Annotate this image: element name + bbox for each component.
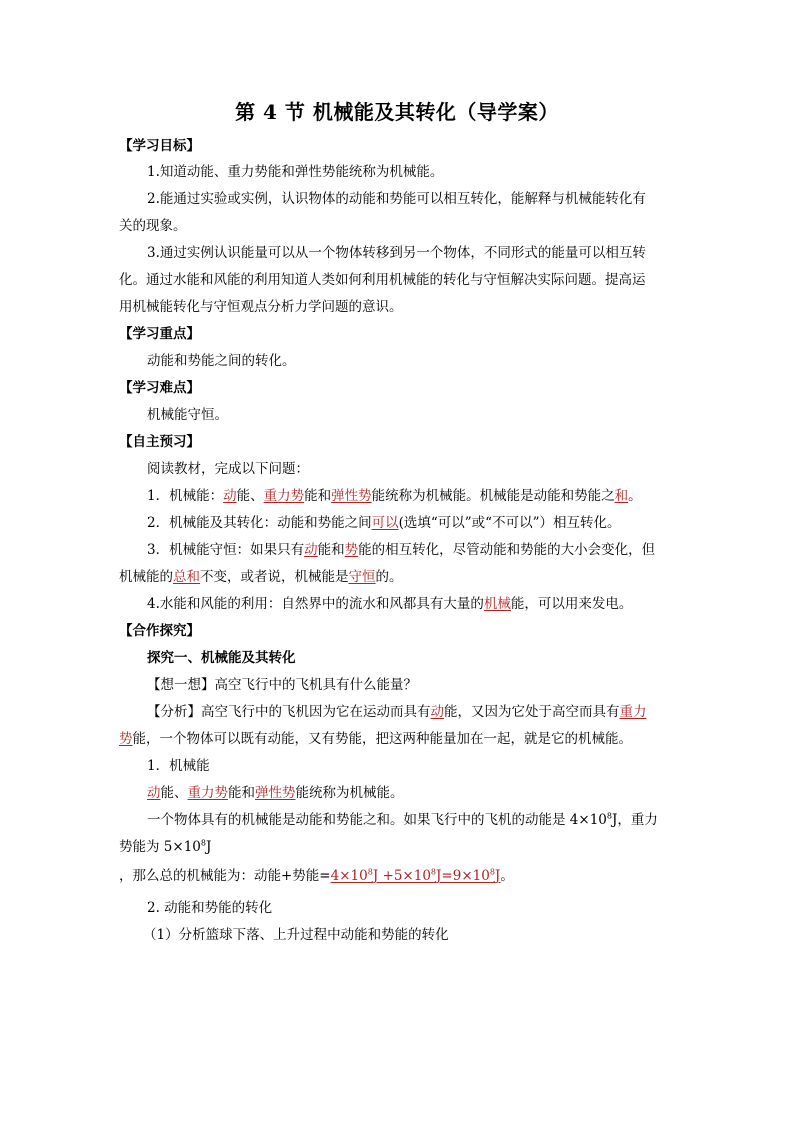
answer-blank: 势 <box>119 731 133 747</box>
heading-key-points: 【学习重点】 <box>119 326 200 342</box>
answer-blank: 弹性势 <box>331 488 372 504</box>
inquiry-1-title: 探究一、机械能及其转化 <box>147 650 296 666</box>
goal-2-line-2: 关的现象。 <box>119 218 187 234</box>
answer-blank: 动 <box>430 704 444 720</box>
answer-blank: 动 <box>223 488 237 504</box>
item-mechanical-energy: 1．机械能 <box>147 758 210 774</box>
answer-blank: 守恒 <box>348 569 376 585</box>
item-energy-conversion: 2. 动能和势能的转化 <box>147 900 273 916</box>
example-line-2: 势能为 $5\times 10^8J$ <box>119 838 212 855</box>
analysis-line-1: 【分析】高空飞行中的飞机因为它在运动而具有动能，又因为它处于高空而具有重力 <box>147 704 647 720</box>
answer-blank: 弹性势 <box>255 785 296 801</box>
preview-question-1: 1．机械能：动能、重力势能和弹性势能统称为机械能。机械能是动能和势能之和。 <box>147 488 642 504</box>
heading-learning-goals: 【学习目标】 <box>119 138 200 154</box>
heading-cooperative-inquiry: 【合作探究】 <box>119 623 200 639</box>
answer-blank: 势 <box>344 542 359 558</box>
heading-difficulties: 【学习难点】 <box>119 380 200 396</box>
example-line-3: ，那么总的机械能为：动能+势能$=4\times 10^8J +5\times 10^8J=9\times 10^8J$。 <box>119 867 514 884</box>
difficulties-text: 机械能守恒。 <box>147 407 228 423</box>
think-prompt: 【想一想】高空飞行中的飞机具有什么能量？ <box>147 677 417 693</box>
preview-question-3-line-1: 3．机械能守恒：如果只有动能和势能的相互转化，尽管动能和势能的大小会变化，但 <box>147 542 656 558</box>
answer-blank: 机械 <box>483 596 511 612</box>
goal-1: 1.知道动能、重力势能和弹性势能统称为机械能。 <box>147 164 444 180</box>
goal-3-line-1: 3.通过实例认识能量可以从一个物体转移到另一个物体，不同形式的能量可以相互转 <box>147 245 646 261</box>
answer-blank: 总和 <box>173 569 200 585</box>
answer-blank: 重力 <box>619 704 647 720</box>
preview-question-4: 4.水能和风能的利用：自然界中的流水和风都具有大量的机械能，可以用来发电。 <box>147 596 633 612</box>
key-points-text: 动能和势能之间的转化。 <box>147 353 296 369</box>
answer-blank: 重力势 <box>187 785 228 801</box>
item-basketball-analysis: （1）分析篮球下落、上升过程中动能和势能的转化 <box>143 927 449 943</box>
preview-question-2: 2．机械能及其转化：动能和势能之间可以(选填“可以”或“不可以”）相互转化。 <box>147 515 621 531</box>
preview-intro: 阅读教材，完成以下问题： <box>147 461 309 477</box>
page-title: 第 4 节 机械能及其转化（导学案） <box>235 100 559 124</box>
answer-blank: 动 <box>304 542 318 558</box>
goal-2-line-1: 2.能通过实验或实例，认识物体的动能和势能可以相互转化，能解释与机械能转化有 <box>147 191 646 207</box>
answer-blank: 可以 <box>371 515 399 531</box>
goal-3-line-2: 化。通过水能和风能的利用知道人类如何利用机械能的转化与守恒解决实际问题。提高运 <box>119 272 646 288</box>
answer-blank: 和 <box>614 488 629 504</box>
preview-question-3-line-2: 机械能的总和不变，或者说，机械能是守恒的。 <box>119 569 403 585</box>
mechanical-energy-definition: 动能、重力势能和弹性势能统称为机械能。 <box>147 785 404 801</box>
heading-self-preview: 【自主预习】 <box>119 434 200 450</box>
answer-blank: $4\times 10^8J +5\times 10^8J=9\times 10^8J$ <box>330 867 501 884</box>
answer-blank: 重力势 <box>263 488 305 504</box>
answer-blank: 动 <box>147 785 161 801</box>
example-line-1: 一个物体具有的机械能是动能和势能之和。如果飞行中的飞机的动能是 $4\times 10^8J$，重力 <box>147 811 658 828</box>
analysis-line-2: 势能，一个物体可以既有动能，又有势能，把这两种能量加在一起，就是它的机械能。 <box>119 731 632 747</box>
goal-3-line-3: 用机械能转化与守恒观点分析力学问题的意识。 <box>119 299 403 315</box>
